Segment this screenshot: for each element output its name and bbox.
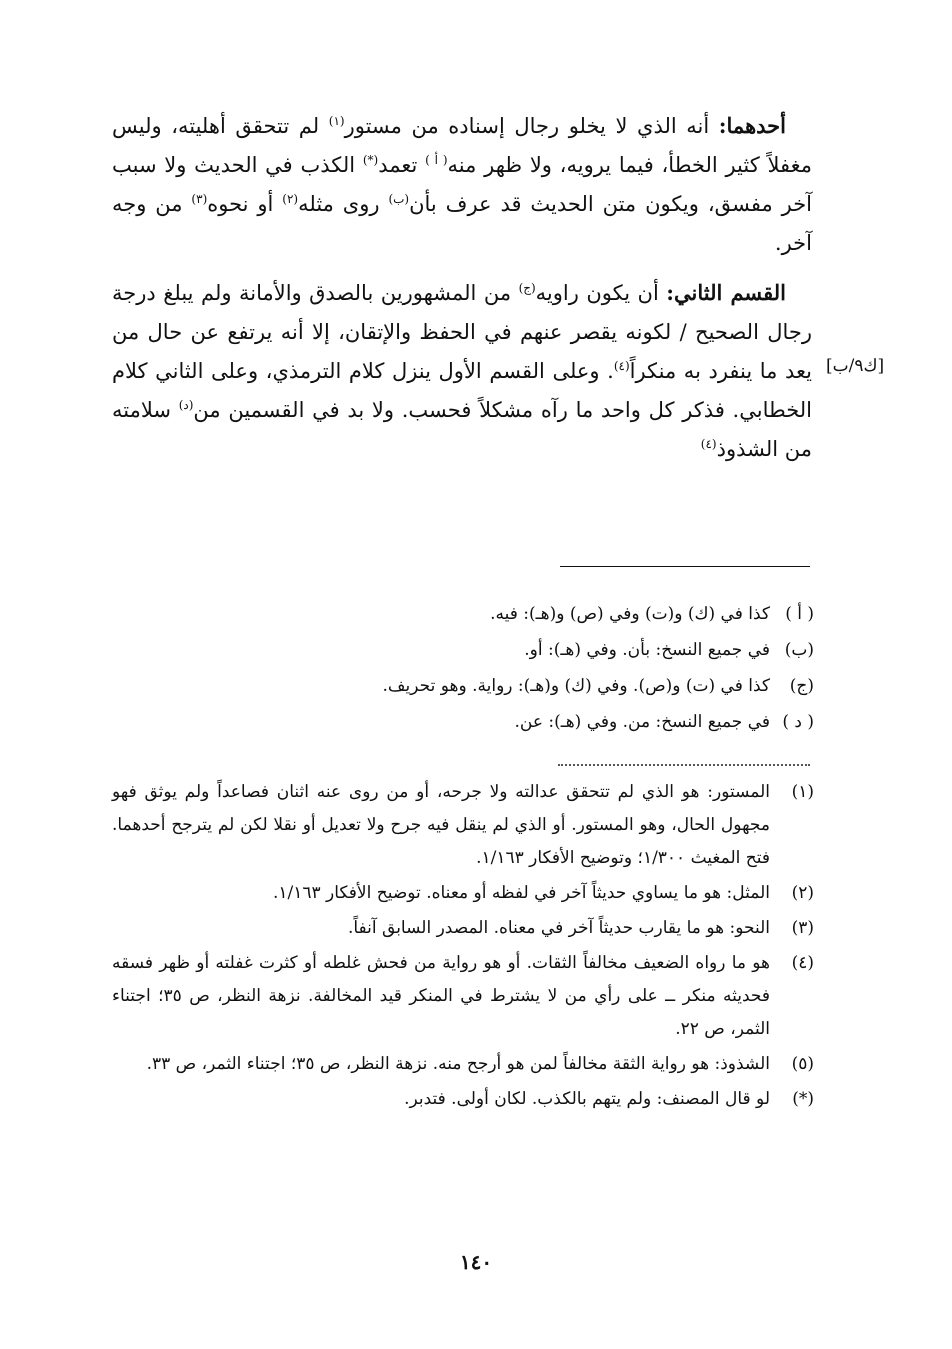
text-run: أو نحوه [207, 192, 283, 216]
footnote-marker[interactable]: (٤) [613, 359, 630, 373]
note-marker: (*) [792, 1089, 814, 1109]
explanatory-note [112, 776, 814, 875]
note-text: المثل: هو ما يساوي حديثاً آخر في لفظه أو معناه. توضيح الأفكار ١/١٦٣. [272, 883, 770, 903]
section-heading-second: القسم الثاني: [666, 280, 787, 305]
footnote-marker[interactable]: (٤) [700, 437, 717, 451]
text-run: لم تتحقق أهليته، وليس مغفلاً كثير الخطأ، فيما يرويه، ولا ظهر منه [112, 114, 812, 177]
explanatory-notes-list [112, 776, 814, 1118]
footnote-marker[interactable]: (٣) [191, 192, 208, 206]
note-text: الشذوذ: هو رواية الثقة مخالفاً لمن هو أرجح منه. نزهة النظر، ص ٣٥؛ اجتناء الثمر، ص ٣٣. [146, 1054, 770, 1074]
footnote-marker[interactable]: (١) [328, 114, 345, 128]
variant-note [112, 704, 814, 740]
notes-dotted-divider [558, 764, 810, 766]
explanatory-note [112, 912, 814, 945]
variant-marker[interactable]: (ب) [388, 192, 410, 206]
note-marker: ( أ ) [785, 604, 814, 624]
explanatory-note [112, 947, 814, 1046]
text-run: الكذب في الحديث ولا سبب آخر مفسق، ويكون متن الحديث قد عرف بأن [112, 153, 813, 216]
explanatory-note [112, 877, 814, 910]
variant-marker[interactable]: (د) [178, 398, 194, 412]
note-marker: (ج) [789, 676, 814, 696]
note-marker: ( د ) [782, 712, 814, 732]
text-run: من المشهورين بالصدق والأمانة ولم يبلغ درجة رجال الصحيح / لكونه يقصر عنهم في الحفظ والإتقان، إلا أنه يرتفع عن حال من يعد ما ينفرد به منكراً [112, 281, 812, 383]
text-run: تعمد [378, 153, 426, 177]
note-text: النحو: هو ما يقارب حديثاً آخر في معناه. المصدر السابق آنفاً. [347, 918, 770, 938]
paragraph-second-section [112, 273, 812, 469]
note-marker: (٣) [791, 918, 814, 938]
variant-note [112, 596, 814, 632]
note-marker: (١) [791, 782, 814, 802]
note-marker: (ب) [784, 640, 814, 660]
text-run: روى مثله [298, 192, 389, 216]
text-run: . وعلى القسم الأول ينزل كلام الترمذي، وعلى الثاني كلام الخطابي. فذكر كل واحد ما رآه مشكلاً فحسب. ولا بد في القسمين من [112, 359, 812, 422]
note-text: كذا في (ك) و(ت) وفي (ص) و(هـ): فيه. [490, 604, 770, 624]
note-marker: (٥) [791, 1054, 814, 1074]
variant-note [112, 668, 814, 704]
manuscript-folio-note: [ك٩/ب] [826, 356, 885, 376]
note-text: المستور: هو الذي لم تتحقق عدالته ولا جرحه، أو من روى عنه اثنان فصاعداً ولم يوثق فهو مجهول الحال، وهو المستور. أو الذي لم ينقل فيه جرح ولا تعديل أو نقلا لكن لم يترجح أحدهما. فتح المغيث ١/٣٠٠؛ وتوضيح الأفكار ١/١٦٣. [112, 782, 770, 868]
variant-note [112, 632, 814, 668]
text-run: من وجه آخر. [112, 192, 812, 255]
note-text: هو ما رواه الضعيف مخالفاً الثقات. أو هو رواية من فحش غلطه أو كثرت غفلته أو ظهر فسقه فحديثه منكر ــ على رأي من لا يشترط في المنكر قيد المخالفة. نزهة النظر، ص ٣٥؛ اجتناء الثمر، ص ٢٢. [112, 953, 770, 1039]
text-run: أن يكون راويه [535, 281, 667, 305]
variant-marker[interactable]: ( أ ) [425, 153, 448, 167]
note-text: لو قال المصنف: ولم يتهم بالكذب. لكان أولى. فتدبر. [404, 1089, 770, 1109]
note-text: كذا في (ت) و(ص). وفي (ك) و(هـ): رواية. وهو تحريف. [382, 676, 770, 696]
text-run: سلامته من الشذوذ [112, 398, 812, 461]
explanatory-note [112, 1048, 814, 1081]
footnote-separator-line [560, 566, 810, 567]
note-text: في جميع النسخ: من. وفي (هـ): عن. [514, 712, 770, 732]
paragraph-first-section [112, 106, 812, 263]
footnote-marker[interactable]: (*) [362, 153, 379, 167]
page-number: ١٤٠ [459, 1250, 493, 1274]
variant-notes-list [112, 596, 814, 740]
footnote-marker[interactable]: (٢) [282, 192, 299, 206]
variant-marker[interactable]: (ج) [518, 281, 536, 295]
note-marker: (٢) [791, 883, 814, 903]
explanatory-note [112, 1083, 814, 1116]
text-run: أنه الذي لا يخلو رجال إسناده من مستور [344, 114, 719, 138]
section-heading-first: أحدهما: [718, 113, 786, 138]
main-text [112, 106, 812, 469]
note-text: في جميع النسخ: بأن. وفي (هـ): أو. [524, 640, 770, 660]
note-marker: (٤) [791, 953, 814, 973]
